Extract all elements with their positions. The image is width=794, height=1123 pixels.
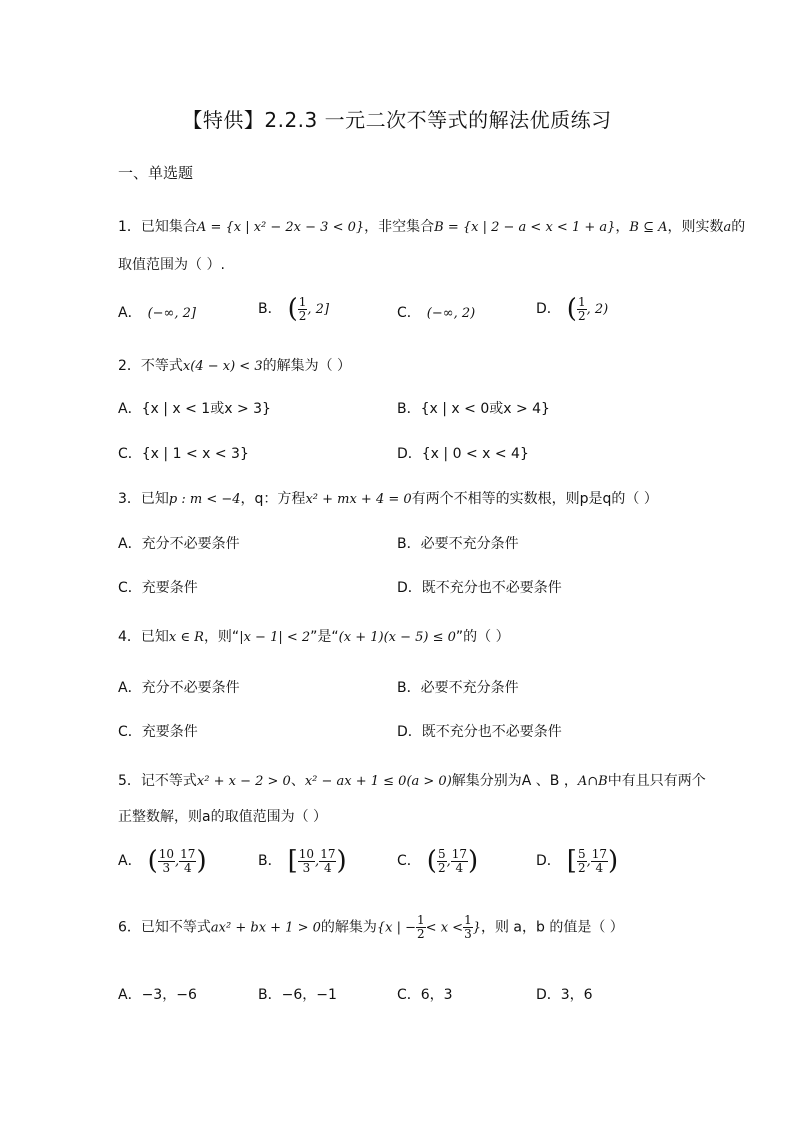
q2-option-b: B．{x | x < 0或x > 4} xyxy=(397,401,550,417)
q1-option-b-label: B． xyxy=(258,301,282,317)
q3-text-b: ，q：方程 xyxy=(240,491,306,507)
q3-option-d: D．既不充分也不必要条件 xyxy=(397,580,562,596)
q4-text-c: ”是“ xyxy=(310,629,339,645)
q6-set-post: } xyxy=(472,920,481,936)
page-title: 【特供】2.2.3 一元二次不等式的解法优质练习 xyxy=(182,108,612,132)
q5-text-d: 中有且只有两个 xyxy=(607,773,706,789)
q5-expression-3: A∩B xyxy=(577,774,608,789)
q6-text-b: 的解集为 xyxy=(320,919,377,936)
question-4-stem xyxy=(118,626,510,646)
question-5-stem-line2: 正整数解，则a的取值范围为（ ） xyxy=(118,809,328,825)
q6-text-c: ，则 a，b 的值是（ ） xyxy=(480,919,624,936)
section-heading: 一、单选题 xyxy=(118,164,194,182)
q5-text-b: 、 xyxy=(290,773,305,789)
q4-option-d: D．既不充分也不必要条件 xyxy=(397,724,562,740)
question-1-stem-line2: 取值范围为（ ）. xyxy=(118,257,225,273)
q1-option-d: D． ( $\frac{1}{2}$ , 2) xyxy=(536,294,609,324)
q3-text-c: 有两个不相等的实数根，则p是q的（ ） xyxy=(411,491,658,507)
q1-option-c-value: (−∞, 2) xyxy=(426,306,476,321)
q3-p: p : m < −4 xyxy=(168,492,241,507)
q5-option-c: C． ( $\frac{5}{2}$ , $\frac{17}{4}$ ) xyxy=(397,846,479,876)
q5-option-a: A． ( $\frac{10}{3}$ , $\frac{17}{4}$ ) xyxy=(118,846,207,876)
q1-set-b: B = {x | 2 − a < x < 1 + a} xyxy=(434,220,616,235)
q2-option-d: D．{x | 0 < x < 4} xyxy=(397,446,529,462)
q1-option-a-label: A． xyxy=(118,305,142,321)
q1-option-c-label: C． xyxy=(397,305,421,321)
q4-option-c: C．充要条件 xyxy=(118,724,198,740)
question-1-stem xyxy=(118,216,745,236)
q3-option-a: A．充分不必要条件 xyxy=(118,536,240,552)
q1-option-b-tail: , 2] xyxy=(307,302,330,317)
q5-text-a: 5．记不等式 xyxy=(118,773,197,789)
q1-option-c xyxy=(397,302,475,322)
q6-set-mid: < x < xyxy=(425,920,464,936)
q1-condition: B ⊆ A xyxy=(629,220,668,235)
q4-text-b: ，则“ xyxy=(203,629,240,645)
q4-x: x ∈ R xyxy=(168,630,204,645)
q5-option-d: D． [ $\frac{5}{2}$ , $\frac{17}{4}$ ) xyxy=(536,846,619,876)
q1-text-b: ，非空集合 xyxy=(364,219,435,235)
q6-set-pre: {x | − xyxy=(376,920,417,936)
q1-option-b-fraction: $\frac{1}{2}$ xyxy=(298,294,307,323)
q1-text-e: 的 xyxy=(731,219,746,235)
q1-text-c: ， xyxy=(615,219,630,235)
q3-option-c: C．充要条件 xyxy=(118,580,198,596)
q2-option-a: A．{x | x < 1或x > 3} xyxy=(118,401,271,417)
q6-option-b: B．−6，−1 xyxy=(258,987,337,1003)
question-2-stem xyxy=(118,355,351,375)
q4-option-a: A．充分不必要条件 xyxy=(118,680,240,696)
q6-text-a: 6．已知不等式 xyxy=(118,919,211,936)
q1-option-d-label: D． xyxy=(536,301,561,317)
q1-option-b: B． ( $\frac{1}{2}$ , 2] xyxy=(258,294,330,324)
q1-text-a: 1．已知集合 xyxy=(118,219,197,235)
question-3-stem xyxy=(118,488,658,508)
q1-set-a: A = {x | x² − 2x − 3 < 0} xyxy=(196,220,365,235)
q5-option-c-label: C． xyxy=(397,853,421,869)
q5-option-a-label: A． xyxy=(118,853,142,869)
q4-text-a: 4．已知 xyxy=(118,629,169,645)
q4-option-b: B．必要不充分条件 xyxy=(397,680,519,696)
q3-text-a: 3．已知 xyxy=(118,491,169,507)
question-5-stem xyxy=(118,770,706,790)
q5-text-c: 解集分别为A 、B ， xyxy=(451,773,578,789)
q1-option-d-fraction: $\frac{1}{2}$ xyxy=(577,294,586,323)
q4-expression-1: |x − 1| < 2 xyxy=(239,630,311,645)
q6-option-d: D．3，6 xyxy=(536,987,593,1003)
question-6-stem: 6．已知不等式ax² + bx + 1 > 0的解集为{x | − $\frac{1}{2}$ < x < $\frac{1}{3}$ }，则 a，b 的值是（ ） xyxy=(118,913,624,941)
q3-option-b: B．必要不充分条件 xyxy=(397,536,519,552)
q6-expression: ax² + bx + 1 > 0 xyxy=(210,920,321,936)
q6-option-a: A．−3，−6 xyxy=(118,987,197,1003)
q2-option-c: C．{x | 1 < x < 3} xyxy=(118,446,249,462)
q3-equation: x² + mx + 4 = 0 xyxy=(305,492,412,507)
q1-option-d-tail: , 2) xyxy=(586,302,609,317)
q1-variable: a xyxy=(723,220,732,235)
q5-option-b-label: B． xyxy=(258,853,282,869)
q1-option-a xyxy=(118,302,196,322)
q2-text-a: 2．不等式 xyxy=(118,358,183,374)
q1-option-a-value: (−∞, 2] xyxy=(147,306,196,321)
q5-expression-2: x² − ax + 1 ≤ 0(a > 0) xyxy=(304,774,452,789)
q4-text-d: ”的（ ） xyxy=(455,629,510,645)
q6-option-c: C．6，3 xyxy=(397,987,453,1003)
q5-option-b: B． [ $\frac{10}{3}$ , $\frac{17}{4}$ ) xyxy=(258,846,347,876)
q2-expression: x(4 − x) < 3 xyxy=(182,359,263,374)
q1-text-d: ，则实数 xyxy=(667,219,724,235)
q2-text-b: 的解集为（ ） xyxy=(262,358,352,374)
q4-expression-2: (x + 1)(x − 5) ≤ 0 xyxy=(338,630,456,645)
q5-option-d-label: D． xyxy=(536,853,561,869)
q5-expression-1: x² + x − 2 > 0 xyxy=(196,774,291,789)
